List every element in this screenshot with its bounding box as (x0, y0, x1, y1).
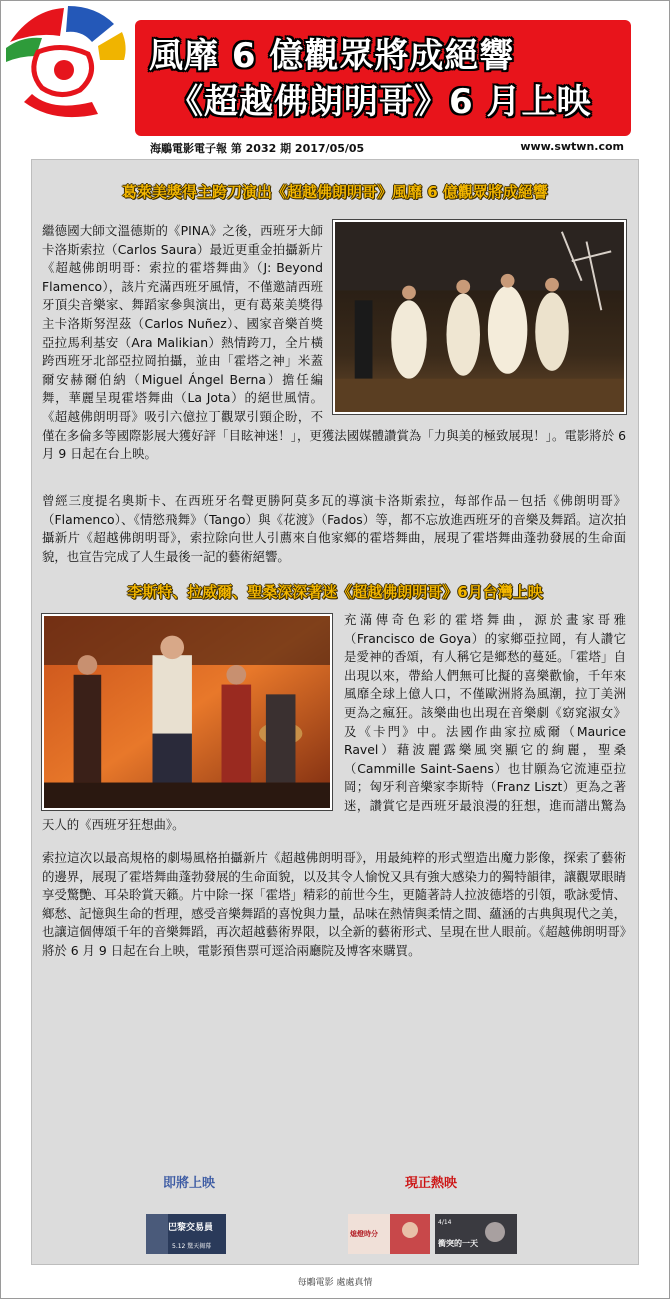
headline-line-2: 《超越佛朗明哥》6 月上映 (169, 82, 592, 122)
now-film-2-date: 4/14 (438, 1219, 452, 1226)
coming-soon-heading: 即將上映 (163, 1176, 216, 1191)
website-link[interactable]: www.swtwn.com (520, 140, 624, 153)
now-showing-heading: 現正熱映 (405, 1176, 458, 1191)
musicians-photo (42, 614, 332, 810)
now-showing-film-thumbnail-1[interactable] (348, 1214, 430, 1254)
section1-text-1: 繼德國大師文溫德斯的《PINA》之後，西班牙大師卡洛斯索拉（Carlos Saura）最近更重金拍攝新片《超越佛朗明哥：索拉的霍塔舞曲》（J: Beyond Flamenco），該片充滿西班牙風情，不僅邀請西班牙頂尖音樂家、舞蹈家參與演出，更有葛萊美獎得主卡洛斯努涅茲（Carlos Nuñez）、國家音樂首獎亞拉馬利基安（Ara Malikian）熱情跨刀，全片橫跨西班牙北部亞拉岡拍攝，並由「霍塔之神」米蓋爾安赫爾伯納（Miguel Ángel Berna）擔任編舞，華麗呈現霍塔舞曲（La Jota）的絕世風情。《超越佛朗明哥》吸引六億拉丁觀眾引頸企盼，不僅在多倫多等國際影展大獲好評「目眩神迷！」，更獲法國媒體讚賞為「力與美的極致展現！」。電影將於 6 月 9 日起在台上映。 (42, 223, 626, 462)
headline-line-1: 風靡 6 億觀眾將成絕響 (149, 36, 515, 76)
section1-paragraph-1 (42, 222, 626, 464)
coming-film-date: 5.12 驚天揭幕 (172, 1243, 212, 1250)
now-showing-film-thumbnail-2[interactable] (435, 1214, 517, 1254)
section2-paragraph-1 (42, 611, 626, 834)
swtwn-logo (2, 2, 132, 120)
dancers-photo (333, 220, 626, 414)
section2-title: 李斯特、拉威爾、聖桑深深著迷《超越佛朗明哥》6月台灣上映 (127, 583, 543, 601)
coming-soon-film-thumbnail[interactable] (146, 1214, 226, 1254)
section2-text-1: 充滿傳奇色彩的霍塔舞曲，源於畫家哥雅（Francisco de Goya）的家鄉亞拉岡，有人讚它是愛神的香頌，有人稱它是鄉愁的蔓延。「霍塔」自出現以來，帶給人們無可比擬的喜樂歡愉，千年來風靡全球上億人口，不僅歐洲將為風潮，拉丁美洲更為之瘋狂。該樂曲也出現在音樂劇《窈窕淑女》及《卡門》中。法國作曲家拉威爾（Maurice Ravel）藉波麗露樂風突顯它的絢麗，聖桑（Cammille Saint-Saens）也甘願為它流連亞拉岡；匈牙利音樂家李斯特（Franz Liszt）更為之著迷，讚賞它是西班牙最浪漫的狂想，進而譜出驚為天人的《西班牙狂想曲》。 (42, 612, 626, 832)
issue-info: 海鵰電影電子報 第 2032 期 2017/05/05 (150, 142, 365, 155)
headline-banner (135, 20, 631, 136)
coming-film-title: 巴黎交易員 (168, 1223, 214, 1233)
section1-title: 葛萊美獎得主跨刀演出《超越佛朗明哥》風靡 6 億觀眾將成絕響 (122, 183, 548, 201)
footer-brand: 每鵰電影 處處真情 (297, 1278, 373, 1288)
section2-paragraph-2: 索拉這次以最高規格的劇場風格拍攝新片《超越佛朗明哥》，用最純粹的形式塑造出魔力影像，探索了藝術的邊界，展現了霍塔舞曲蓬勃發展的生命面貌，以及其令人愉悅又具有強大感染力的獨特韻律，讓觀眾眼睛享受驚艷、耳朵聆賞天籟。片中除一探「霍塔」精彩的前世今生，更隨著詩人拉波德塔的引領，歌詠愛情、鄉愁、記憶與生命的哲理，感受音樂舞蹈的喜悅與力量，品味在熱情與柔情之間、蘊涵的古典與現代之美，也讓這個傳頌千年的音樂舞蹈，再次超越藝術界限，以全新的藝術形式、呈現在世人眼前。《超越佛朗明哥》將於 6 月 9 日起在台上映，電影預售票可逕洽兩廳院及博客來購買。 (42, 850, 626, 958)
now-film-1-title: 熄燈時分 (350, 1230, 378, 1238)
now-film-2-title: 衝突的一天 (438, 1239, 478, 1248)
section1-paragraph-2: 曾經三度提名奧斯卡、在西班牙名聲更勝阿莫多瓦的導演卡洛斯索拉，每部作品－包括《佛朗明哥》（Flamenco）、《情慾飛舞》（Tango）與《花渡》（Fados）等，都不忘放進西班牙的音樂及舞蹈。這次拍攝新片《超越佛朗明哥》，索拉除向世人引薦來自他家鄉的霍塔舞曲，展現了霍塔舞曲蓬勃發展的生命面貌，也宣告完成了人生最後一記的藝術絕響。 (42, 493, 626, 564)
